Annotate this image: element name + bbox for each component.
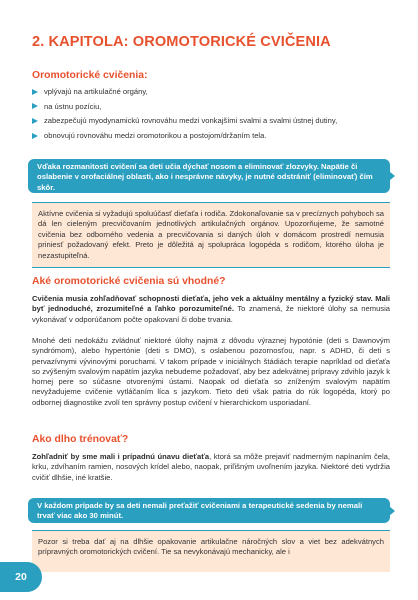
paragraph-text: To znamená, že niektoré úlohy sa nemusia vykonávať v odporúčanom počte opakovaní či dobe trvania. — [32, 304, 390, 324]
paragraph-lead: Zohľadniť by sme mali i prípadnú únavu dieťaťa — [32, 452, 210, 461]
paragraph-lead: Cvičenia musia zohľadňovať schopnosti dieťaťa, jeho vek a aktuálny mentálny a fyzický stav. Mali byť jednoduché, zrozumiteľné a ľahko porozumiteľné. — [32, 294, 390, 314]
paragraph-fatigue — [32, 452, 390, 483]
list-item — [32, 86, 390, 98]
triangle-bullet-icon — [32, 103, 38, 109]
list-item-text: na ústnu pozíciu, — [44, 101, 102, 111]
triangle-bullet-icon — [32, 118, 38, 124]
callout-session-length: V každom prípade by sa deti nemali preťažiť cvičeniami a terapeutické sedenia by nemali trvať viac ako 30 minút. — [28, 498, 390, 523]
panel-text: Pozor si treba dať aj na dlhšie opakovanie artikulačne náročných slov a viet bez adekvátnych prípravných oromotorických cvičení. Tie sa nevykonávajú mechanicky, ale i — [38, 537, 384, 557]
page-title: 2. KAPITOLA: OROMOTORICKÉ CVIČENIA — [32, 34, 331, 50]
panel-text: Aktívne cvičenia si vyžadujú spoluúčasť dieťaťa i rodiča. Zdokonaľovanie sa v precíznych pohyboch sa dá len cieleným precvičovaním jednotlivých artikulačných orgánov. Upozorňujeme, že samotné cvičenia bez odborného vedenia a precvičovania si daných úloh v domácom prostredí nemusia priniesť požadovaný efekt. Preto je dôležitá aj spolupráca logopéda s rodičom, ktorého úloha je nezastupiteľná. — [38, 209, 384, 260]
paragraph-abilities — [32, 294, 390, 325]
triangle-bullet-icon — [32, 89, 38, 95]
list-item — [32, 130, 390, 142]
info-panel-cooperation — [32, 202, 390, 268]
list-item — [32, 101, 390, 113]
triangle-bullet-icon — [32, 133, 38, 139]
info-panel-caution — [32, 530, 390, 572]
list-item-text: zabezpečujú myodynamickú rovnováhu medzi vonkajšími svalmi a svalmi ústnej dutiny, — [44, 116, 338, 126]
list-item-text: obnovujú rovnováhu medzi oromotorikou a postojom/držaním tela. — [44, 131, 267, 141]
callout-breathing: Vďaka rozmanitosti cvičení sa deti učia dýchať nosom a eliminovať zlozvyky. Napätie či oslabenie v orofaciálnej oblasti, ako i nesprávne návyky, je nutné odstrániť (eliminovať) čím skôr. — [28, 159, 390, 193]
page-number: 20 — [0, 562, 42, 592]
section-heading-duration: Ako dlho trénovať? — [32, 434, 129, 445]
section-heading-oromotoricke: Oromotorické cvičenia: — [32, 70, 148, 81]
paragraph-disorders: Mnohé deti nedokážu zvládnuť niektoré úlohy najmä z dôvodu výraznej hypotónie (deti s Dawnovým syndrómom), alebo hypertónie (deti s DMO), s oslabenou pozornosťou, napr. s ADHD, či deti s pervazívnymi vývinovými poruchami. V takom prípade v iniciálnych štádiách terapie napríklad od dieťaťa so zvýšeným svalovým napätím jazyka nebudeme požadovať, aby bez adekvátnej prípravy zdvihlo jazyk k hornej pere so súčasne otvorenými ústami. Naopak od dieťaťa so zníženým svalovým napätím nevyžadujeme cvičenie vytláčaním líca s jazykom. Tieto deti však patria do rúk logopéda, ktorý po odbornej diagnostike zvolí ten správny postup cvičení v hierarchickom usporiadaní. — [32, 336, 390, 407]
oromotoricke-bullet-list — [32, 86, 390, 145]
list-item — [32, 115, 390, 127]
list-item-text: vplývajú na artikulačné orgány, — [44, 87, 148, 96]
section-heading-suitable: Aké oromotorické cvičenia sú vhodné? — [32, 276, 226, 287]
paragraph-text: , ktorá sa môže prejaviť nadmerným napínaním čela, krku, zdvíhaním ramien, nosových krídel alebo, naopak, priľišným uvoľnením jazyka. Niektoré deti vydržia cvičiť dlhšie, iné kratšie. — [32, 452, 390, 482]
